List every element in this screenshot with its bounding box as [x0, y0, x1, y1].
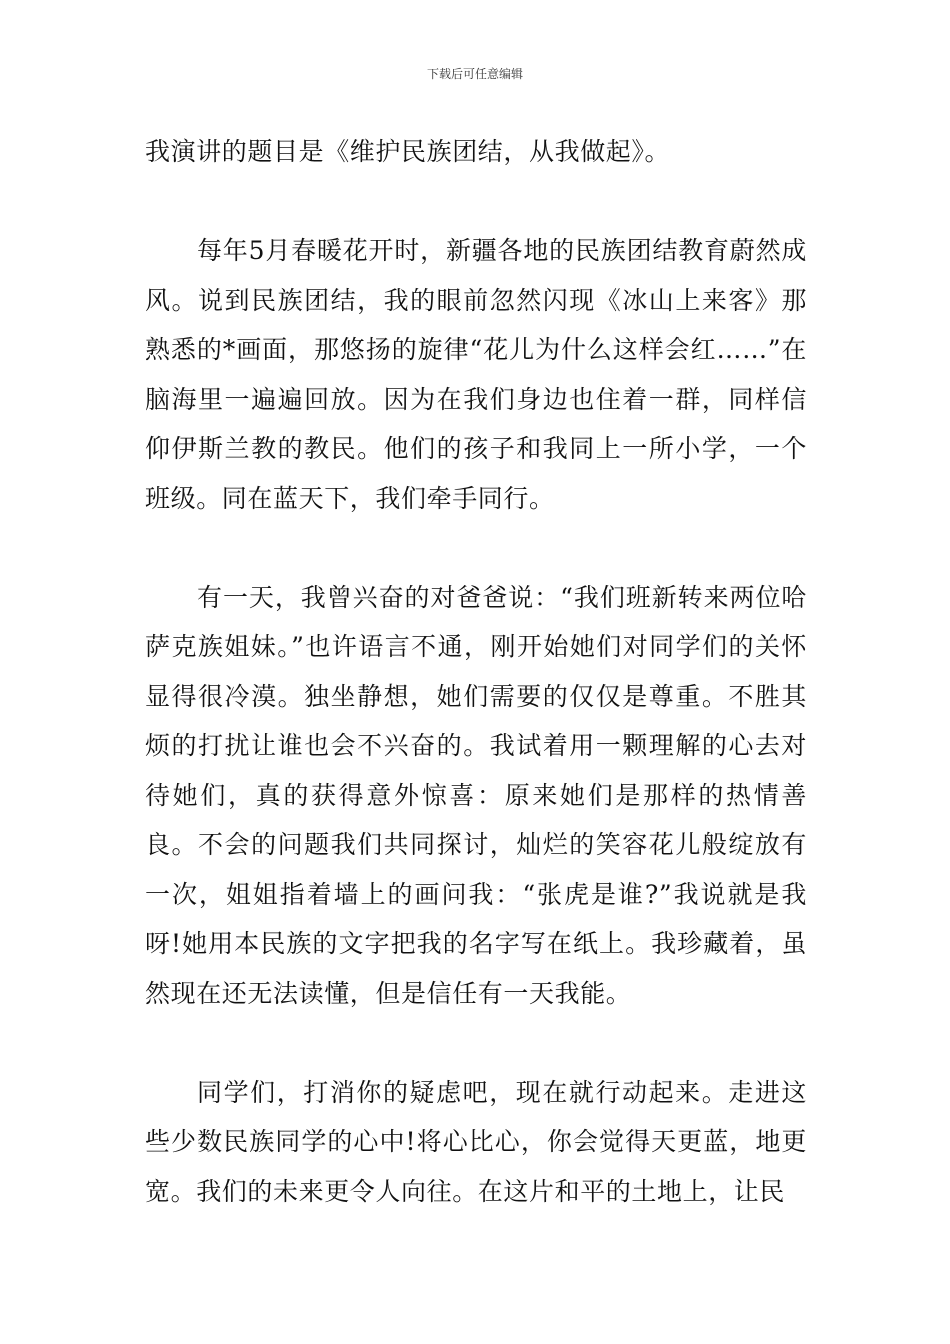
paragraph-gap	[145, 1018, 807, 1068]
paragraph-festival: 每年5月春暖花开时，新疆各地的民族团结教育蔚然成风。说到民族团结，我的眼前忽然闪现《冰山上来客》那熟悉的*画面，那悠扬的旋律“花儿为什么这样会红……”在脑海里一遍遍回放。因为在我们身边也住着一群，同样信仰伊斯兰教的教民。他们的孩子和我同上一所小学，一个班级。同在蓝天下，我们牵手同行。	[145, 236, 807, 513]
page-header: 下载后可任意编辑	[426, 67, 523, 81]
paragraph-kazakh-sisters: 有一天，我曾兴奋的对爸爸说：“我们班新转来两位哈萨克族姐妹。”也许语言不通，刚开始她们对同学们的关怀显得很冷漠。独坐静想，她们需要的仅仅是尊重。不胜其烦的打扰让谁也会不兴奋的。我试着用一颗理解的心去对待她们，真的获得意外惊喜：原来她们是那样的热情善良。不会的问题我们共同探讨，灿烂的笑容花儿般绽放有一次，姐姐指着墙上的画问我：“张虎是谁?”我说就是我呀!她用本民族的文字把我的名字写在纸上。我珍藏着，虽然现在还无法读懂，但是信任有一天我能。	[145, 582, 807, 1008]
document-body	[145, 127, 807, 1216]
paragraph-call-to-action: 同学们，打消你的疑虑吧，现在就行动起来。走进这些少数民族同学的心中!将心比心，你会觉得天更蓝，地更宽。我们的未来更令人向往。在这片和平的土地上，让民	[145, 1077, 807, 1206]
paragraph-gap	[145, 523, 807, 573]
paragraph-title-line: 我演讲的题目是《维护民族团结，从我做起》。	[145, 137, 671, 166]
paragraph-gap	[145, 177, 807, 227]
